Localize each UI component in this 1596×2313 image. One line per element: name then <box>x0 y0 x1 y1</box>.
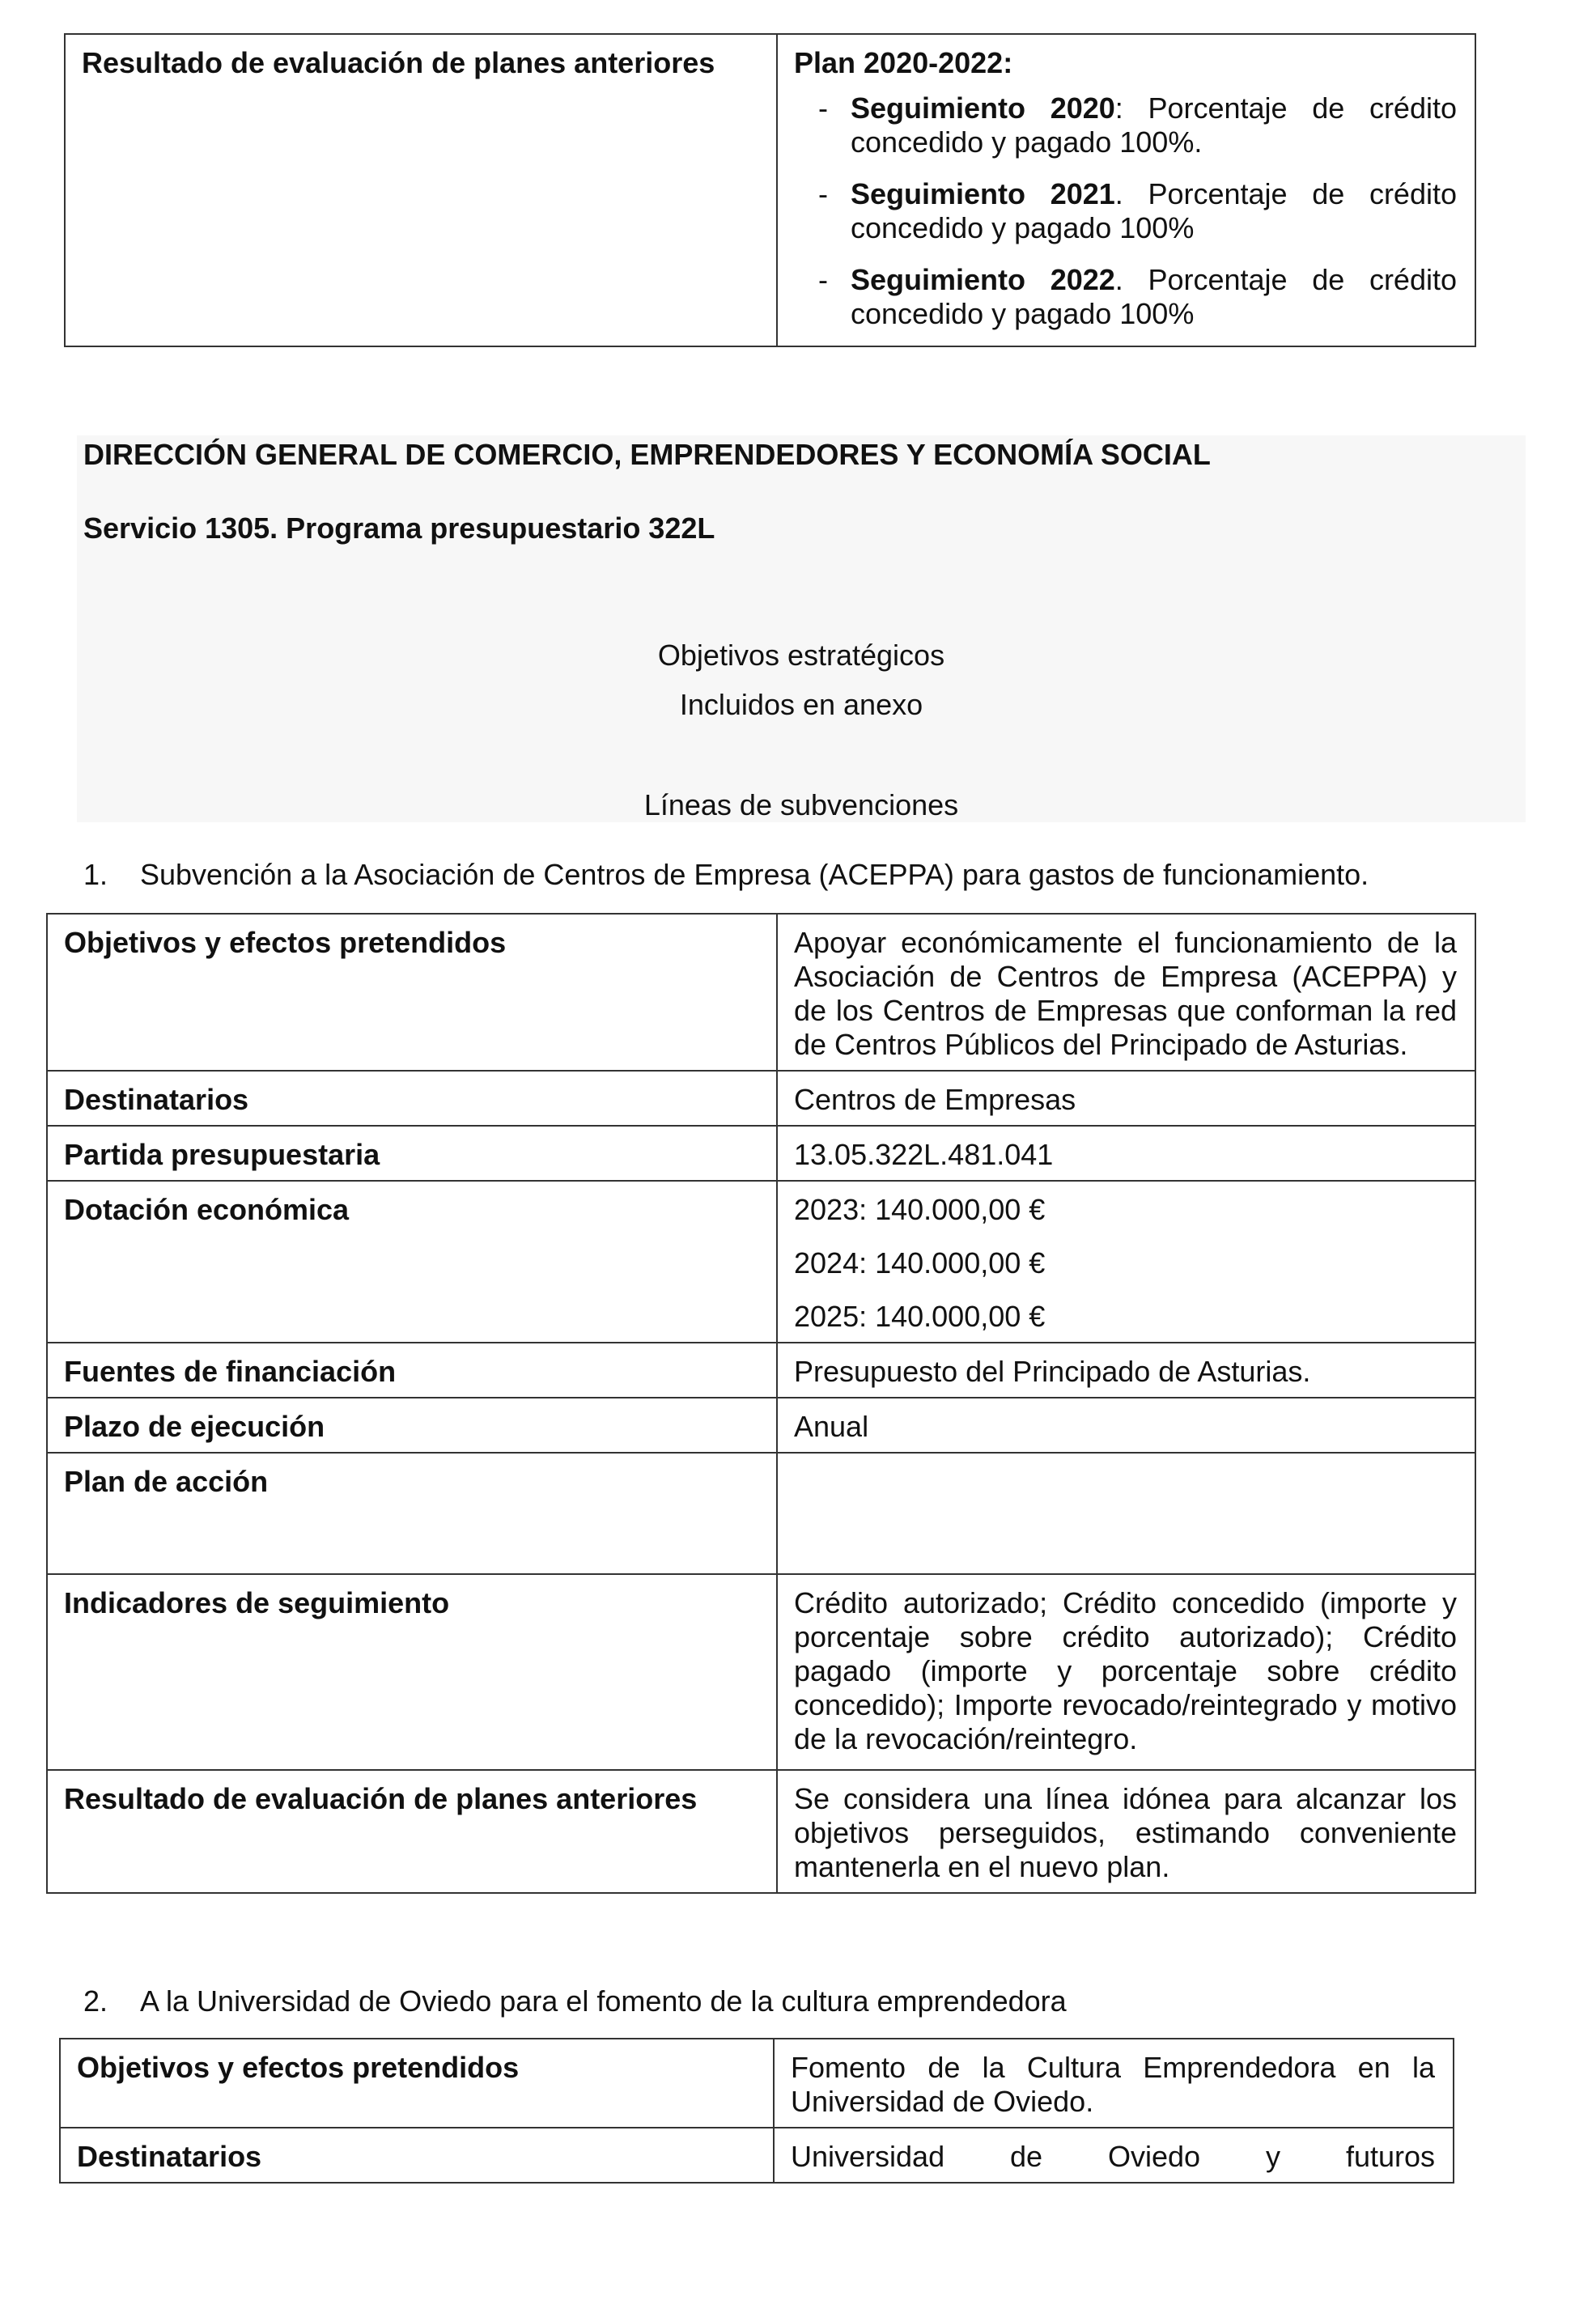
subsidy-line-2-table <box>59 2038 1454 2184</box>
row-value: Crédito autorizado; Crédito concedido (importe y porcentaje sobre crédito autorizado); Crédito pagado (importe y porcentaje sobre crédito concedido); Importe revocado/reintegrado y motivo de la revocación/reintegro. <box>777 1574 1475 1770</box>
follow-up-list <box>794 91 1457 331</box>
dash-bullet: - <box>818 91 828 125</box>
line-title-text: Subvención a la Asociación de Centros de Empresa (ACEPPA) para gastos de funcionamiento. <box>140 858 1369 891</box>
table-row <box>47 1343 1475 1398</box>
table-row <box>47 1574 1475 1770</box>
budget-2023: 2023: 140.000,00 € <box>794 1193 1046 1226</box>
row-label: Objetivos y efectos pretendidos <box>47 914 777 1071</box>
subsidy-lines-heading: Líneas de subvenciones <box>643 788 959 821</box>
list-item <box>794 177 1457 245</box>
row-value <box>777 1181 1475 1343</box>
row-label: Indicadores de seguimiento <box>47 1574 777 1770</box>
budget-2025: 2025: 140.000,00 € <box>794 1300 1046 1333</box>
section-shading <box>77 435 1526 822</box>
item-year: Seguimiento 2020 <box>851 91 1115 125</box>
plan-cell <box>777 34 1475 346</box>
row-label: Dotación económica <box>47 1181 777 1343</box>
line-title-text: A la Universidad de Oviedo para el fomento de la cultura emprendedora <box>140 1984 1067 2018</box>
item-text: : Porcentaje de crédito concedido y pagado 100%. <box>851 91 1457 159</box>
list-item <box>794 91 1457 159</box>
table-row <box>47 1770 1475 1893</box>
table-row <box>47 1126 1475 1181</box>
row-value: Centros de Empresas <box>777 1071 1475 1126</box>
item-text: . Porcentaje de crédito concedido y pagado 100% <box>851 263 1457 330</box>
row-value: Presupuesto del Principado de Asturias. <box>777 1343 1475 1398</box>
row-value: Fomento de la Cultura Emprendedora en la Universidad de Oviedo. <box>774 2039 1454 2128</box>
row-label: Partida presupuestaria <box>47 1126 777 1181</box>
dash-bullet: - <box>818 263 828 296</box>
item-text: . Porcentaje de crédito concedido y pagado 100% <box>851 177 1457 244</box>
row-value: Apoyar económicamente el funcionamiento de la Asociación de Centros de Empresa (ACEPPA) y de los Centros de Empresas que conforman la red de Centros Públicos del Principado de Asturias. <box>777 914 1475 1071</box>
row-label: Resultado de evaluación de planes anteriores <box>65 34 777 346</box>
plan-evaluation-table <box>64 33 1476 347</box>
section-direccion: DIRECCIÓN GENERAL DE COMERCIO, EMPRENDEDORES Y ECONOMÍA SOCIAL <box>83 438 1211 471</box>
row-value <box>777 1453 1475 1574</box>
list-number: 1. <box>83 858 108 891</box>
table-row <box>65 34 1475 346</box>
row-label: Destinatarios <box>60 2128 774 2183</box>
table-row <box>47 1453 1475 1574</box>
row-value: Universidad de Oviedo y futuros <box>774 2128 1454 2183</box>
plan-title: Plan 2020-2022: <box>794 46 1013 79</box>
item-year: Seguimiento 2022 <box>851 263 1115 296</box>
list-item <box>794 263 1457 331</box>
item-year: Seguimiento 2021 <box>851 177 1115 210</box>
table-row <box>47 1398 1475 1453</box>
subsidy-line-1-table <box>46 913 1476 1894</box>
subsidy-line-2-title <box>83 1984 1067 2018</box>
table-row <box>47 914 1475 1071</box>
row-label: Resultado de evaluación de planes anteriores <box>47 1770 777 1893</box>
strategic-objectives-heading: Objetivos estratégicos <box>657 639 945 672</box>
table-row <box>47 1071 1475 1126</box>
table-row <box>60 2039 1454 2128</box>
dash-bullet: - <box>818 177 828 210</box>
row-label: Fuentes de financiación <box>47 1343 777 1398</box>
row-label: Plazo de ejecución <box>47 1398 777 1453</box>
table-row <box>60 2128 1454 2183</box>
table-row <box>47 1181 1475 1343</box>
row-value: Anual <box>777 1398 1475 1453</box>
annex-note: Incluidos en anexo <box>679 688 923 721</box>
row-label: Destinatarios <box>47 1071 777 1126</box>
list-number: 2. <box>83 1984 108 2018</box>
row-value: Se considera una línea idónea para alcanzar los objetivos perseguidos, estimando conveniente mantenerla en el nuevo plan. <box>777 1770 1475 1893</box>
subsidy-line-1-title <box>83 858 1369 892</box>
row-label: Objetivos y efectos pretendidos <box>60 2039 774 2128</box>
row-label: Plan de acción <box>47 1453 777 1574</box>
row-value: 13.05.322L.481.041 <box>777 1126 1475 1181</box>
budget-2024: 2024: 140.000,00 € <box>794 1246 1046 1280</box>
section-servicio: Servicio 1305. Programa presupuestario 322L <box>83 511 715 545</box>
